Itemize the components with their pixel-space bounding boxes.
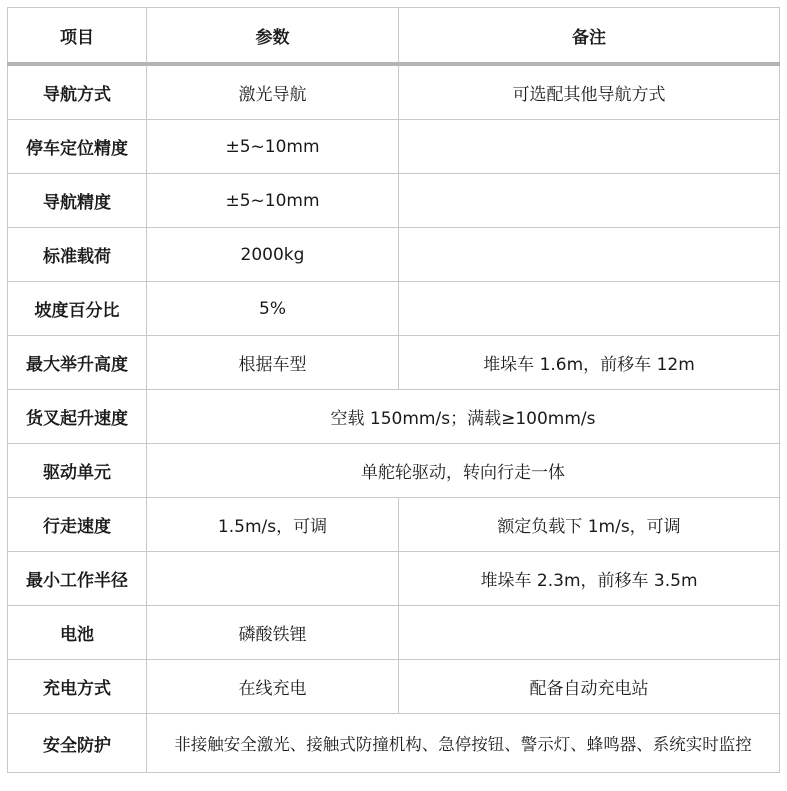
row-merged-value: 单舵轮驱动，转向行走一体 [147, 444, 780, 498]
row-label: 行走速度 [8, 498, 147, 552]
table-row [8, 714, 780, 773]
row-param: ±5~10mm [147, 174, 399, 228]
table-row [8, 174, 780, 228]
table-row [8, 606, 780, 660]
row-param: 激光导航 [147, 64, 399, 120]
row-note: 额定负载下 1m/s，可调 [399, 498, 780, 552]
row-label: 导航精度 [8, 174, 147, 228]
row-param: 2000kg [147, 228, 399, 282]
row-param: 磷酸铁锂 [147, 606, 399, 660]
table-row [8, 390, 780, 444]
row-note [399, 606, 780, 660]
row-note [399, 174, 780, 228]
table-row [8, 444, 780, 498]
row-label: 停车定位精度 [8, 120, 147, 174]
row-param: 在线充电 [147, 660, 399, 714]
table-row [8, 120, 780, 174]
row-label: 最小工作半径 [8, 552, 147, 606]
row-param [147, 552, 399, 606]
table-row [8, 660, 780, 714]
row-label: 电池 [8, 606, 147, 660]
row-note: 堆垛车 1.6m，前移车 12m [399, 336, 780, 390]
header-param: 参数 [147, 8, 399, 65]
row-param: 5% [147, 282, 399, 336]
row-label: 最大举升高度 [8, 336, 147, 390]
row-note [399, 282, 780, 336]
table-row [8, 228, 780, 282]
row-param: ±5~10mm [147, 120, 399, 174]
row-label: 导航方式 [8, 64, 147, 120]
table-row [8, 336, 780, 390]
row-merged-value: 空载 150mm/s；满载≥100mm/s [147, 390, 780, 444]
row-note [399, 120, 780, 174]
row-label: 货叉起升速度 [8, 390, 147, 444]
header-note: 备注 [399, 8, 780, 65]
table-row [8, 64, 780, 120]
row-note: 可选配其他导航方式 [399, 64, 780, 120]
row-label: 安全防护 [8, 714, 147, 773]
table-row [8, 552, 780, 606]
header-item: 项目 [8, 8, 147, 65]
table-row [8, 282, 780, 336]
row-note: 配备自动充电站 [399, 660, 780, 714]
header-row [8, 8, 780, 65]
row-merged-value: 非接触安全激光、接触式防撞机构、急停按钮、警示灯、蜂鸣器、系统实时监控 [147, 714, 780, 773]
row-param: 1.5m/s，可调 [147, 498, 399, 552]
row-label: 标准载荷 [8, 228, 147, 282]
row-note [399, 228, 780, 282]
row-label: 充电方式 [8, 660, 147, 714]
spec-table [7, 7, 780, 773]
table-row [8, 498, 780, 552]
row-label: 驱动单元 [8, 444, 147, 498]
row-label: 坡度百分比 [8, 282, 147, 336]
row-note: 堆垛车 2.3m，前移车 3.5m [399, 552, 780, 606]
row-param: 根据车型 [147, 336, 399, 390]
